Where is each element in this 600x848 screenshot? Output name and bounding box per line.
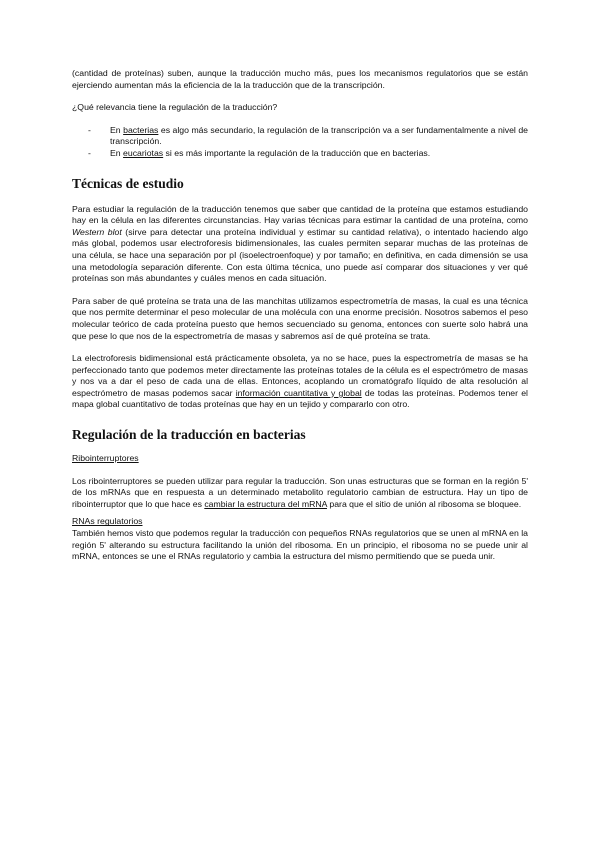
western-blot-term: Western blot <box>72 226 122 237</box>
document-page <box>72 68 528 563</box>
section-heading-tecnicas: Técnicas de estudio <box>72 175 184 191</box>
relevance-list <box>72 125 528 160</box>
bacterias-link: bacterias <box>123 124 159 135</box>
eucariotas-link: eucariotas <box>123 147 164 158</box>
list-item: - En eucariotas si es más importante la regulación de la traducción que en bacterias. <box>88 148 528 160</box>
subheading-rnas-regulatorios: RNAs regulatorios <box>72 516 143 527</box>
cambiar-estructura-term: cambiar la estructura del mRNA <box>204 498 327 509</box>
rnas-regulatorios-paragraph: También hemos visto que podemos regular la traducción con pequeños RNAs regulatorios que se unen al mRNA en la región 5' alterando su estructura facilitando la unión del ribosoma. En un principio, el ribosoma no se puede unir al mRNA, entonces se une el RNAs regulatorio y cambia la estructura del mismo permitiendo que se pueda unir. <box>72 528 528 562</box>
subheading-ribointerruptores: Ribointerruptores <box>72 453 139 464</box>
tecnicas-paragraph-3: La electroforesis bidimensional está prácticamente obsoleta, ya no se hace, pues la espectrometría de masas se ha perfeccionado tanto que podemos meter directamente las proteínas totales de la célula es el espectrómetro de masas y nos va a dar el peso de cada una de ellas. Entonces, acoplando un cromatógrafo líquido de alta resolución al espectrómetro de masas podemos sacar información cuantitativa y global de todas las proteínas. Podemos tener el mapa global cuantitativo de todas proteínas que hay en un tejido y compararlo con otro. <box>72 353 528 410</box>
tecnicas-paragraph-1: Para estudiar la regulación de la traducción tenemos que saber que cantidad de la proteína que estamos estudiando hay en la célula en las diferentes circunstancias. Hay varias técnicas para estimar la cantidad de una proteína, como Western blot (sirve para detectar una proteína individual y estimar su cantidad relativa), o intentado haciendo algo más global, podemos usar electroforesis bidimensionales, las cuales permiten separar muchas de las proteínas de una célula, se hace una separación por pI (isoelectroenfoque) y por tamaño; en definitiva, en cada dimensión se usa una metodología separación diferente. Con esta última técnica, uno puede así comparar dos situaciones y ver qué proteínas son más abundantes y cuáles menos en cada situación. <box>72 203 528 284</box>
intro-paragraph: (cantidad de proteínas) suben, aunque la traducción mucho más, pues los mecanismos regulatorios que se están ejerciendo aumentan más la eficiencia de la la traducción que de la transcripción. <box>72 68 528 90</box>
list-item: - En bacterias es algo más secundario, la regulación de la transcripción va a ser fundamentalmente a nivel de transcripción. <box>88 125 528 148</box>
section-heading-regulacion: Regulación de la traducción en bacterias <box>72 427 306 443</box>
tecnicas-paragraph-2: Para saber de qué proteína se trata una de las manchitas utilizamos espectrometría de masas, la cual es una técnica que nos permite determinar el peso molecular de una molécula con una enorme precisión. Nosotros sabemos el peso molecular teórico de cada proteína puesto que hemos secuenciado su genoma, entonces con suerte solo habrá una que pese lo que nos de la espectrometría de masas y sabremos así de qué proteína se trata. <box>72 295 528 341</box>
ribointerruptores-paragraph: Los ribointerruptores se pueden utilizar para regular la traducción. Son unas estructuras que se forman en la región 5' de los mRNAs que en respuesta a un determinado metabolito regulatorio cambian de estructura. Hay un tipo de ribointerruptor que lo que hace es cambiar la estructura del mRNA para que el sitio de unión al ribosoma se bloquee. <box>72 475 528 509</box>
info-cuantitativa-term: información cuantitativa y global <box>235 387 362 398</box>
relevance-question: ¿Qué relevancia tiene la regulación de la traducción? <box>72 102 278 113</box>
